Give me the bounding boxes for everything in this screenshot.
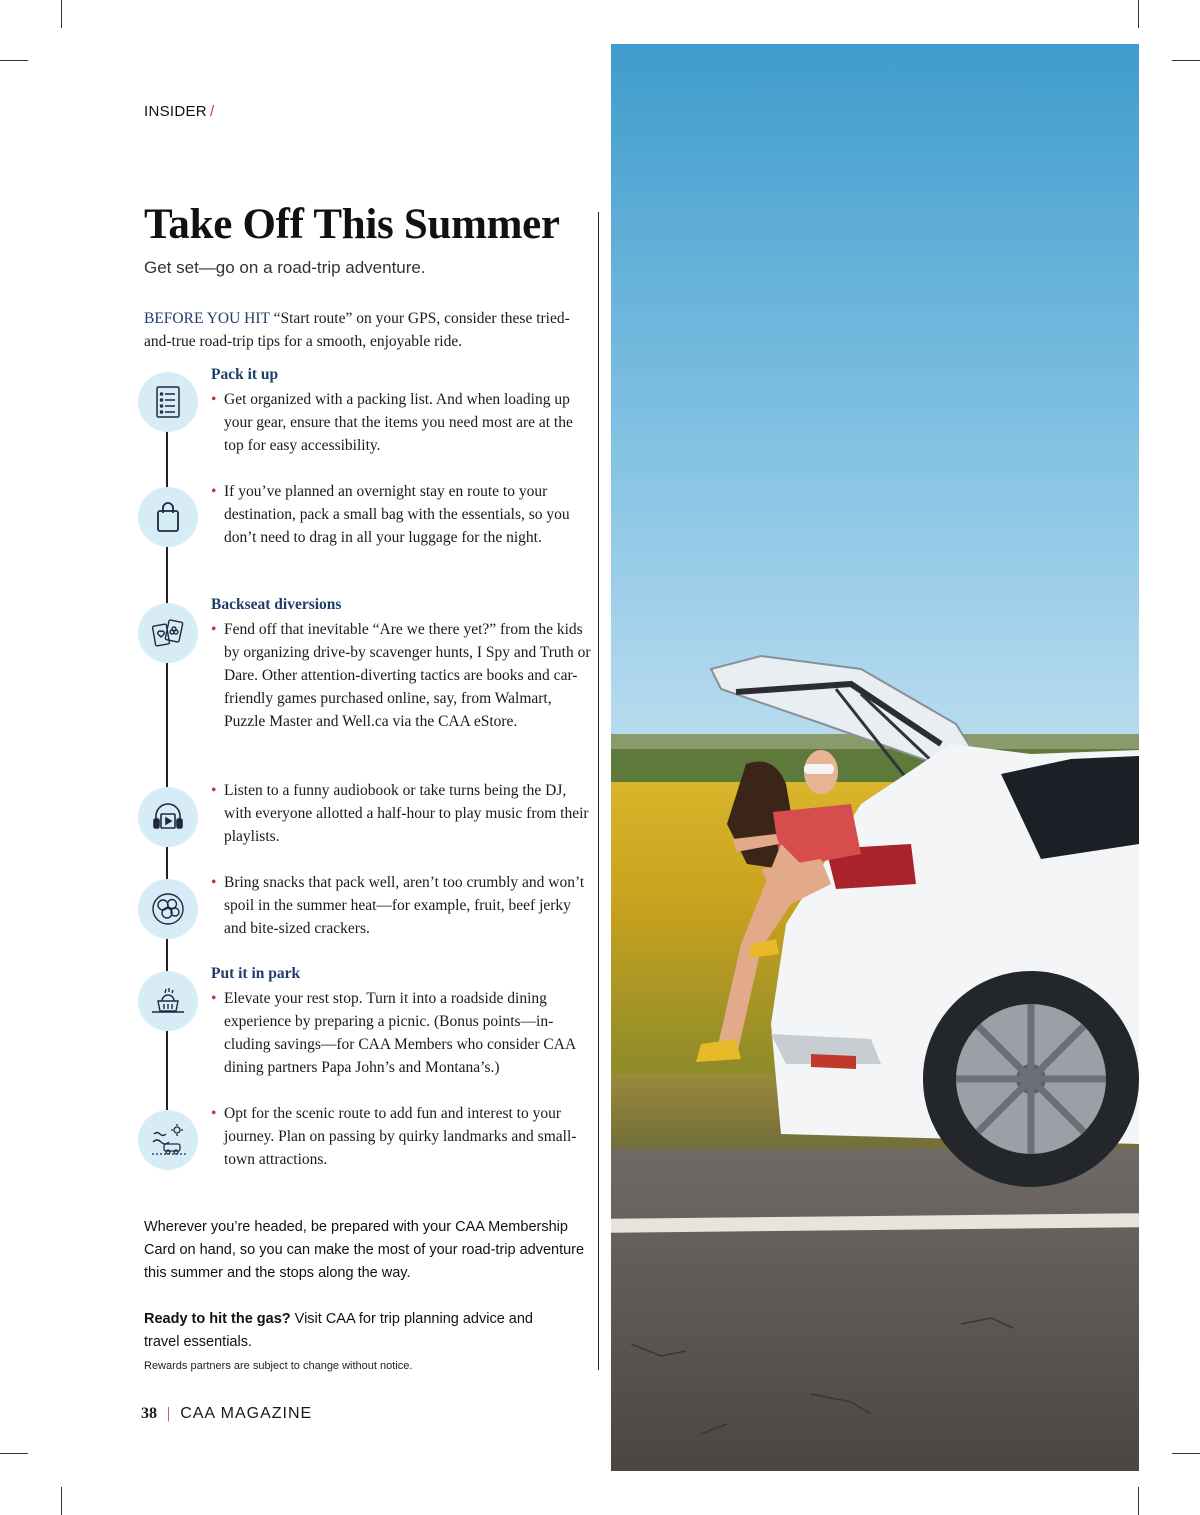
- intro-paragraph: [144, 307, 594, 353]
- intro-text: “Start route” on your GPS, consider these tried-and-true road-trip tips for a smooth, enjoyable ride.: [144, 310, 570, 350]
- tip-text: Get organized with a packing list. And when loading up your gear, ensure that the items you need most are at the top for easy accessibility.: [224, 391, 573, 454]
- tip-text: Fend off that inevitable “Are we there yet?” from the kids by organizing drive-by scavenger hunts, I Spy and Truth or Dare. Other attention-diverting tactics are books and car-friendly games purchased online, say, from Walmart, Puzzle Master and Well.ca via the CAA eStore.: [224, 621, 591, 730]
- tip-text: Elevate your rest stop. Turn it into a roadside dining experience by preparing a picnic. (Bonus points—in-cluding savings—for CAA Members who consider CAA dining partners Papa John’s and Montana’s.): [224, 990, 576, 1076]
- tip-item: [211, 987, 593, 1079]
- article-title: Take Off This Summer: [144, 201, 560, 248]
- tip-bullet: •: [211, 1105, 217, 1122]
- tip-item: [211, 779, 593, 848]
- crop-mark: [61, 0, 62, 28]
- magazine-name: CAA MAGAZINE: [180, 1405, 313, 1422]
- section-kicker: [144, 103, 214, 120]
- page-footer: [141, 1405, 312, 1423]
- tip-text: If you’ve planned an overnight stay en route to your destination, pack a small bag with the essentials, so you don’t need to drag in all your luggage for the night.: [224, 483, 570, 546]
- tip-text: Listen to a funny audiobook or take turns being the DJ, with everyone allotted a half-hour to play music from their playlists.: [224, 782, 589, 845]
- bag-icon: [138, 487, 198, 547]
- call-to-action: [144, 1308, 564, 1354]
- tip-bullet: •: [211, 782, 217, 799]
- kicker-slash: /: [209, 103, 215, 120]
- crop-mark: [1138, 0, 1139, 28]
- tip-bullet: •: [211, 990, 217, 1007]
- disclaimer: Rewards partners are subject to change without notice.: [144, 1360, 413, 1372]
- tip-bullet: •: [211, 483, 217, 500]
- crop-mark: [0, 60, 28, 61]
- tip-item: [211, 1102, 593, 1171]
- road-trip-photo: [611, 44, 1139, 1471]
- tip-text: Opt for the scenic route to add fun and interest to your journey. Plan on passing by quirky landmarks and small-town attractions.: [224, 1105, 577, 1168]
- checklist-icon: [138, 372, 198, 432]
- footer-divider: |: [167, 1405, 171, 1422]
- crop-mark: [1138, 1487, 1139, 1515]
- snack-plate-icon: [138, 879, 198, 939]
- page-number: 38: [141, 1405, 157, 1422]
- crop-mark: [1172, 1453, 1200, 1454]
- playing-cards-icon: [138, 603, 198, 663]
- crop-mark: [61, 1487, 62, 1515]
- intro-lead: BEFORE YOU HIT: [144, 310, 270, 327]
- headphones-icon: [138, 787, 198, 847]
- tip-text: Bring snacks that pack well, aren’t too crumbly and won’t spoil in the summer heat—for example, fruit, beef jerky and bite-sized crackers.: [224, 874, 585, 937]
- tip-item: [211, 480, 593, 549]
- cta-bold: Ready to hit the gas?: [144, 1311, 291, 1327]
- crop-mark: [1172, 60, 1200, 61]
- column-rule: [598, 212, 599, 1370]
- closing-paragraph: Wherever you’re headed, be prepared with your CAA Membership Card on hand, so you can make the most of your road-trip adventure this summer and the stops along the way.: [144, 1219, 585, 1281]
- tip-item: [211, 618, 593, 733]
- cta-text: Visit CAA for trip planning advice and travel essentials.: [144, 1311, 533, 1350]
- section-heading-put-it-in-park: Put it in park: [211, 965, 301, 982]
- kicker-label: INSIDER: [144, 103, 207, 120]
- tip-item: [211, 871, 593, 940]
- tip-bullet: •: [211, 621, 217, 638]
- tip-item: [211, 388, 593, 457]
- tip-bullet: •: [211, 391, 217, 408]
- scenic-route-icon: [138, 1110, 198, 1170]
- article-subtitle: Get set—go on a road-trip adventure.: [144, 258, 426, 277]
- tip-bullet: •: [211, 874, 217, 891]
- section-heading-pack-it-up: Pack it up: [211, 366, 279, 383]
- crop-mark: [0, 1453, 28, 1454]
- picnic-basket-icon: [138, 971, 198, 1031]
- section-heading-backseat-diversions: Backseat diversions: [211, 596, 342, 613]
